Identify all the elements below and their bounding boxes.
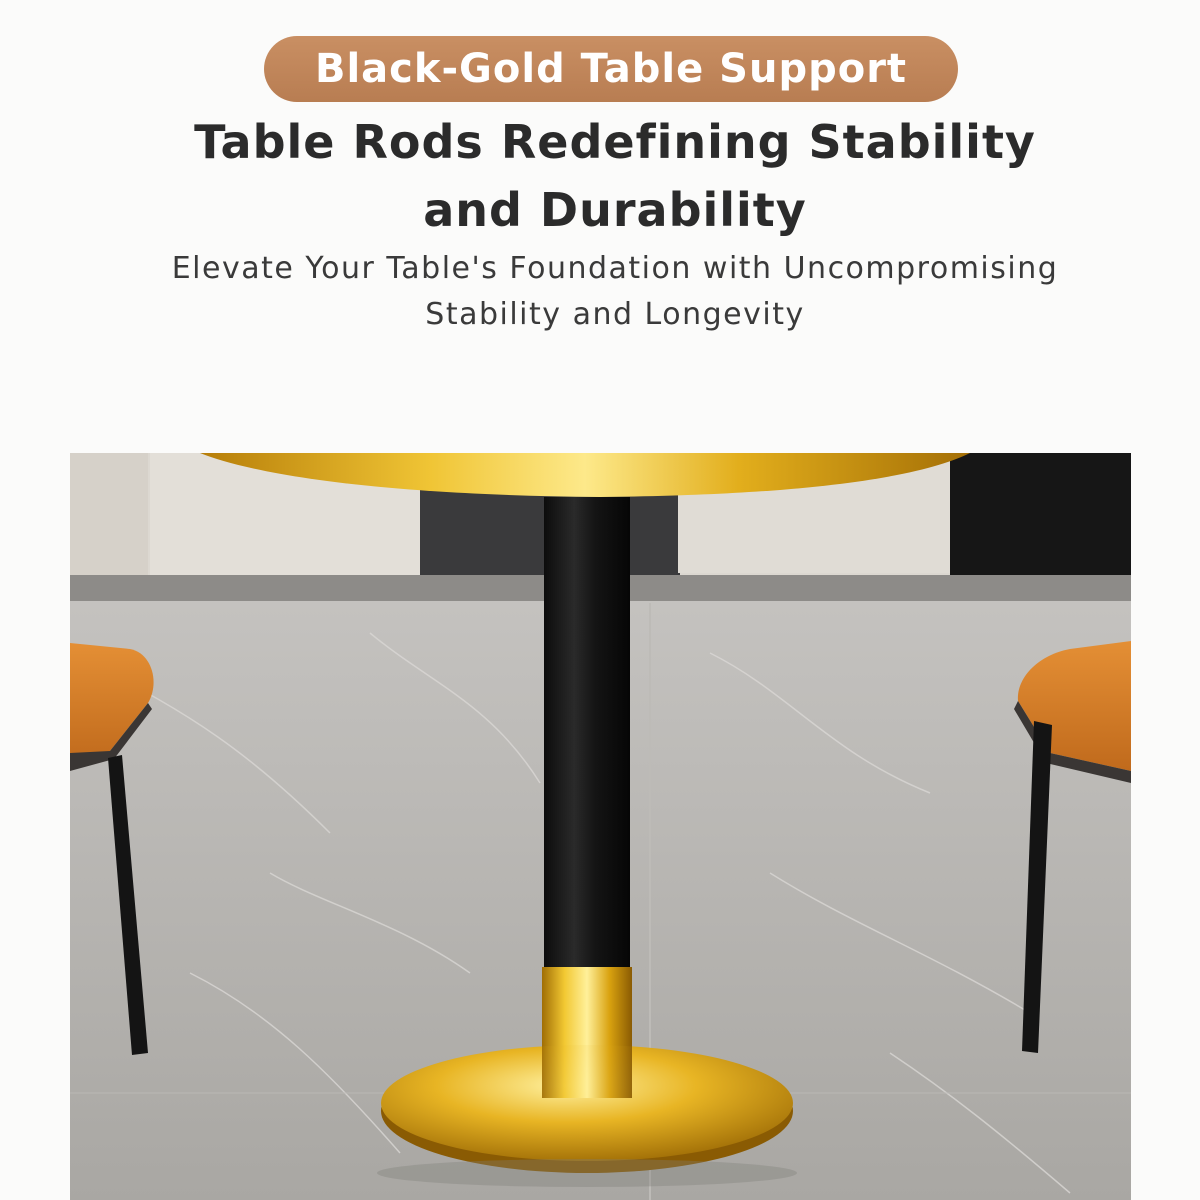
subheadline-line-2: Stability and Longevity	[425, 297, 805, 332]
product-photo	[70, 453, 1131, 1200]
headline-line-1: Table Rods Redefining Stability	[194, 115, 1036, 169]
headline-line-2: and Durability	[423, 183, 807, 237]
section-badge	[264, 36, 958, 102]
subheadline	[100, 246, 1130, 338]
table-scene-illustration	[70, 453, 1131, 1200]
headline	[100, 108, 1130, 244]
subheadline-line-1: Elevate Your Table's Foundation with Uncompromising	[171, 251, 1059, 286]
badge-label: Black-Gold Table Support	[314, 46, 908, 92]
